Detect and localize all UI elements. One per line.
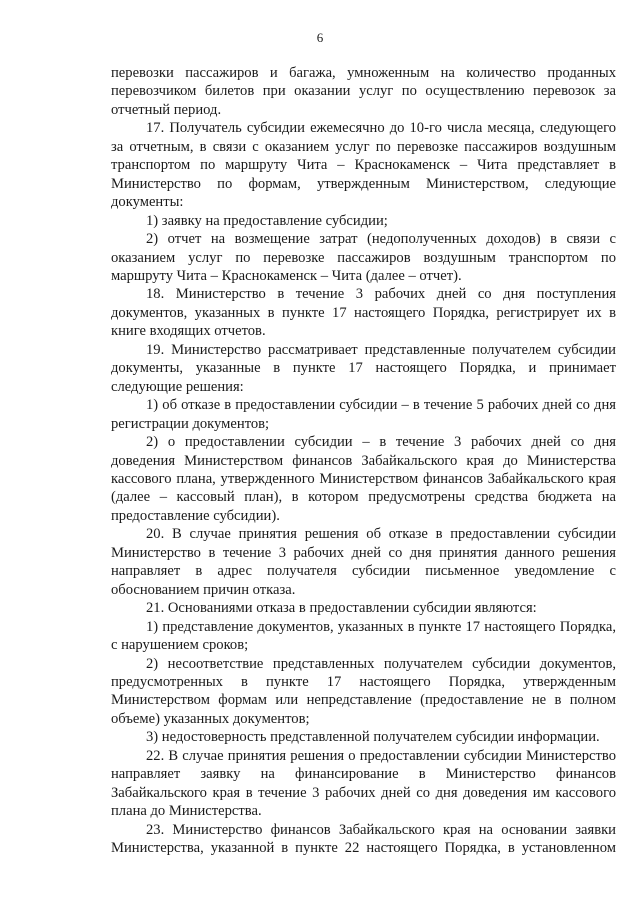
page-number: 6 xyxy=(316,30,324,45)
paragraph: 2) несоответствие представленных получателем субсидии документов, предусмотренных в пункте 17 настоящего Порядка, утвержденным Министерством формам или непредставление (предоставление не в полном объеме) указанных документов; xyxy=(111,655,616,727)
paragraph: 22. В случае принятия решения о предоставлении субсидии Министерство направляет заявку на финансирование в Министерство финансов Забайкальского края в течение 3 рабочих дней со дня доведения им кассового плана до Министерства. xyxy=(111,747,616,820)
paragraph: 1) заявку на предоставление субсидии; xyxy=(146,212,388,229)
paragraph: 18. Министерство в течение 3 рабочих дней со дня поступления документов, указанных в пункте 17 настоящего Порядка, регистрирует их в книге входящих отчетов. xyxy=(111,286,616,340)
paragraph: перевозки пассажиров и багажа, умноженным на количество проданных перевозчиком билетов при оказании услуг по осуществлению перевозок за отчетный период. xyxy=(111,65,616,118)
document-body xyxy=(111,64,616,857)
paragraph: 21. Основаниями отказа в предоставлении субсидии являются: xyxy=(146,600,537,617)
paragraph: 19. Министерство рассматривает представленные получателем субсидии документы, указанные в пункте 17 настоящего Порядка, и принимает следующие решения: xyxy=(111,341,616,395)
paragraph: 1) об отказе в предоставлении субсидии – в течение 5 рабочих дней со дня регистрации документов; xyxy=(111,397,616,432)
paragraph: 17. Получатель субсидии ежемесячно до 10-го числа месяца, следующего за отчетным, в связи с оказанием услуг по перевозке пассажиров воздушным транспортом по маршруту Чита – Краснокаменск – Чита представляет в Министерство по формам, утвержденным Министерством, следующие документы: xyxy=(111,120,616,211)
paragraph: 2) отчет на возмещение затрат (недополученных доходов) в связи с оказанием услуг по перевозке пассажиров воздушным транспортом по маршруту Чита – Краснокаменск – Чита (далее – отчет). xyxy=(111,231,616,284)
paragraph: 2) о предоставлении субсидии – в течение 3 рабочих дней со дня доведения Министерством финансов Забайкальского края до Министерства кассового плана, утвержденного Министерством финансов Забайкальского края (далее – кассовый план), в котором предусмотрены средства бюджета на предоставление субсидии). xyxy=(111,434,616,524)
paragraph: 20. В случае принятия решения об отказе в предоставлении субсидии Министерство в течение 3 рабочих дней со дня принятия данного решения направляет в адрес получателя субсидии письменное уведомление с обоснованием причин отказа. xyxy=(111,526,616,598)
paragraph: 23. Министерство финансов Забайкальского края на основании заявки Министерства, указанной в пункте 22 настоящего Порядка, в установленном xyxy=(111,821,616,857)
paragraph: 3) недостоверность представленной получателем субсидии информации. xyxy=(146,729,600,746)
paragraph: 1) представление документов, указанных в пункте 17 настоящего Порядка, с нарушением сроков; xyxy=(111,618,616,654)
